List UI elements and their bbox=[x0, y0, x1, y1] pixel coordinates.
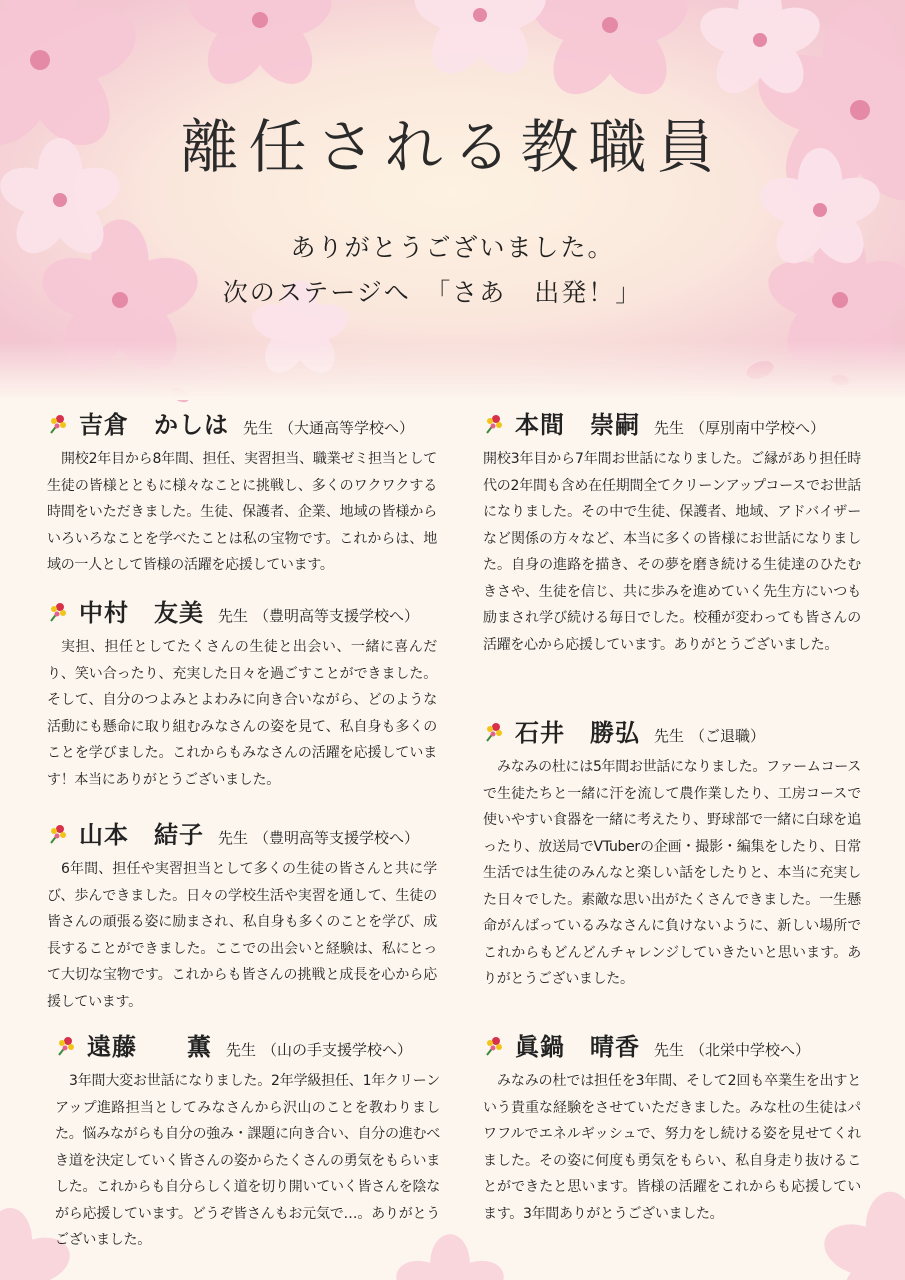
staff-name: 吉倉 かしは bbox=[79, 411, 229, 439]
honorific: 先生 bbox=[218, 829, 249, 847]
flower-bouquet-icon bbox=[47, 411, 71, 435]
destination: （厚別南中学校へ） bbox=[690, 419, 826, 437]
entry-heading bbox=[47, 815, 437, 850]
staff-name: 石井 勝弘 bbox=[515, 719, 640, 747]
honorific: 先生 bbox=[654, 727, 685, 745]
flower-bouquet-icon bbox=[47, 599, 71, 623]
staff-entry bbox=[483, 405, 861, 658]
flower-bouquet-icon bbox=[55, 1033, 79, 1057]
staff-message: 開校3年目から7年間お世話になりました。ご縁があり担任時代の2年間も含め在任期間全てクリーンアップコースでお世話になりました。その中で生徒、保護者、地域、アドバイザーなど関係の方々など、本当に多くの皆様にお世話になりました。自身の進路を描き、その夢を磨き続ける生徒達のひたむきさや、生徒を信じ、共に歩みを進めていく先生方にいつも励まされ学び続ける毎日でした。校種が変わっても皆さんの活躍を心から応援しています。ありがとうございました。 bbox=[483, 451, 861, 653]
staff-message: 開校2年目から8年間、担任、実習担当、職業ゼミ担当として生徒の皆様とともに様々なことに挑戦し、多くのワクワクする時間をいただきました。生徒、保護者、企業、地域の皆様からいろいろなことを学べたことは私の宝物です。これからは、地域の一人として皆様の活躍を応援しています。 bbox=[47, 451, 437, 573]
destination: （北栄中学校へ） bbox=[690, 1041, 811, 1059]
staff-entry bbox=[483, 1027, 861, 1227]
staff-message: みなみの杜では担任を3年間、そして2回も卒業生を出すという貴重な経験をさせていただきました。みな杜の生徒はパワフルでエネルギッシュで、努力をし続ける姿を見せてくれました。その姿に何度も勇気をもらい、私自身走り抜けることができたと思います。皆様の活躍をこれからも応援しています。3年間ありがとうございました。 bbox=[483, 1073, 861, 1222]
staff-message: みなみの杜には5年間お世話になりました。ファームコースで生徒たちと一緒に汗を流して農作業したり、工房コースで使いやすい食器を一緒に考えたり、野球部で一緒に白球を追ったり、放送局でVTuberの企画・撮影・編集をしたり、日常生活では生徒のみんなと楽しい話をしたりと、本当に充実した日々でした。素敵な思い出がたくさんできました。一生懸命がんばっているみなさんに負けないように、新しい場所でこれからもどんどんチャレンジしていきたいと思います。ありがとうございました。 bbox=[483, 759, 861, 987]
staff-name: 本間 崇嗣 bbox=[515, 411, 640, 439]
entry-heading bbox=[483, 405, 861, 440]
staff-name: 中村 友美 bbox=[79, 599, 204, 627]
honorific: 先生 bbox=[243, 419, 274, 437]
destination: （山の手支援学校へ） bbox=[262, 1041, 413, 1059]
destination: （大通高等学校へ） bbox=[279, 419, 415, 437]
honorific: 先生 bbox=[654, 419, 685, 437]
flower-bouquet-icon bbox=[483, 1033, 507, 1057]
staff-entry bbox=[483, 713, 861, 993]
staff-name: 眞鍋 晴香 bbox=[515, 1033, 640, 1061]
destination: （豊明高等支援学校へ） bbox=[254, 607, 420, 625]
honorific: 先生 bbox=[218, 607, 249, 625]
flower-bouquet-icon bbox=[483, 719, 507, 743]
entry-heading bbox=[483, 1027, 861, 1062]
staff-message: 3年間大変お世話になりました。2年学級担任、1年クリーンアップ進路担当としてみなさんから沢山のことを教わりました。悩みながらも自分の強み・課題に向き合い、自分の進むべき道を決定していく皆さんの姿からたくさんの勇気をもらいました。これからも自分らしく道を切り開いていく皆さんを陰ながら応援しています。どうぞ皆さんもお元気で…。ありがとうございました。 bbox=[55, 1073, 440, 1248]
staff-message: 6年間、担任や実習担当として多くの生徒の皆さんと共に学び、歩んできました。日々の学校生活や実習を通して、生徒の皆さんの頑張る姿に励まされ、私自身も多くのことを学び、成長することができました。ここでの出会いと経験は、私にとって大切な宝物です。これからも皆さんの挑戦と成長を心から応援しています。 bbox=[47, 861, 437, 1010]
staff-name: 山本 結子 bbox=[79, 821, 204, 849]
staff-message: 実担、担任としてたくさんの生徒と出会い、一緒に喜んだり、笑い合ったり、充実した日々を過ごすことができました。そして、自分のつよみとよわみに向き合いながら、どのような活動にも懸命に取り組むみなさんの姿を見て、私自身も多くのことを学びました。これからもみなさんの活躍を応援しています！本当にありがとうございました。 bbox=[47, 639, 437, 788]
subtitle-line2: 次のステージへ 「さあ 出発！」 bbox=[222, 278, 643, 307]
destination: （ご退職） bbox=[690, 727, 766, 745]
staff-entry bbox=[55, 1027, 440, 1254]
flower-bouquet-icon bbox=[483, 411, 507, 435]
entry-heading bbox=[47, 593, 437, 628]
destination: （豊明高等支援学校へ） bbox=[254, 829, 420, 847]
entry-heading bbox=[483, 713, 861, 748]
staff-entry bbox=[47, 815, 437, 1015]
honorific: 先生 bbox=[226, 1041, 257, 1059]
staff-name: 遠藤 薫 bbox=[87, 1033, 212, 1061]
staff-entry bbox=[47, 405, 437, 579]
entry-heading bbox=[55, 1027, 440, 1062]
entry-heading bbox=[47, 405, 437, 440]
subtitle-line1: ありがとうございました。 bbox=[290, 233, 615, 262]
staff-entry bbox=[47, 593, 437, 793]
honorific: 先生 bbox=[654, 1041, 685, 1059]
page-title: 離任される教職員 bbox=[180, 113, 725, 181]
flower-bouquet-icon bbox=[47, 821, 71, 845]
